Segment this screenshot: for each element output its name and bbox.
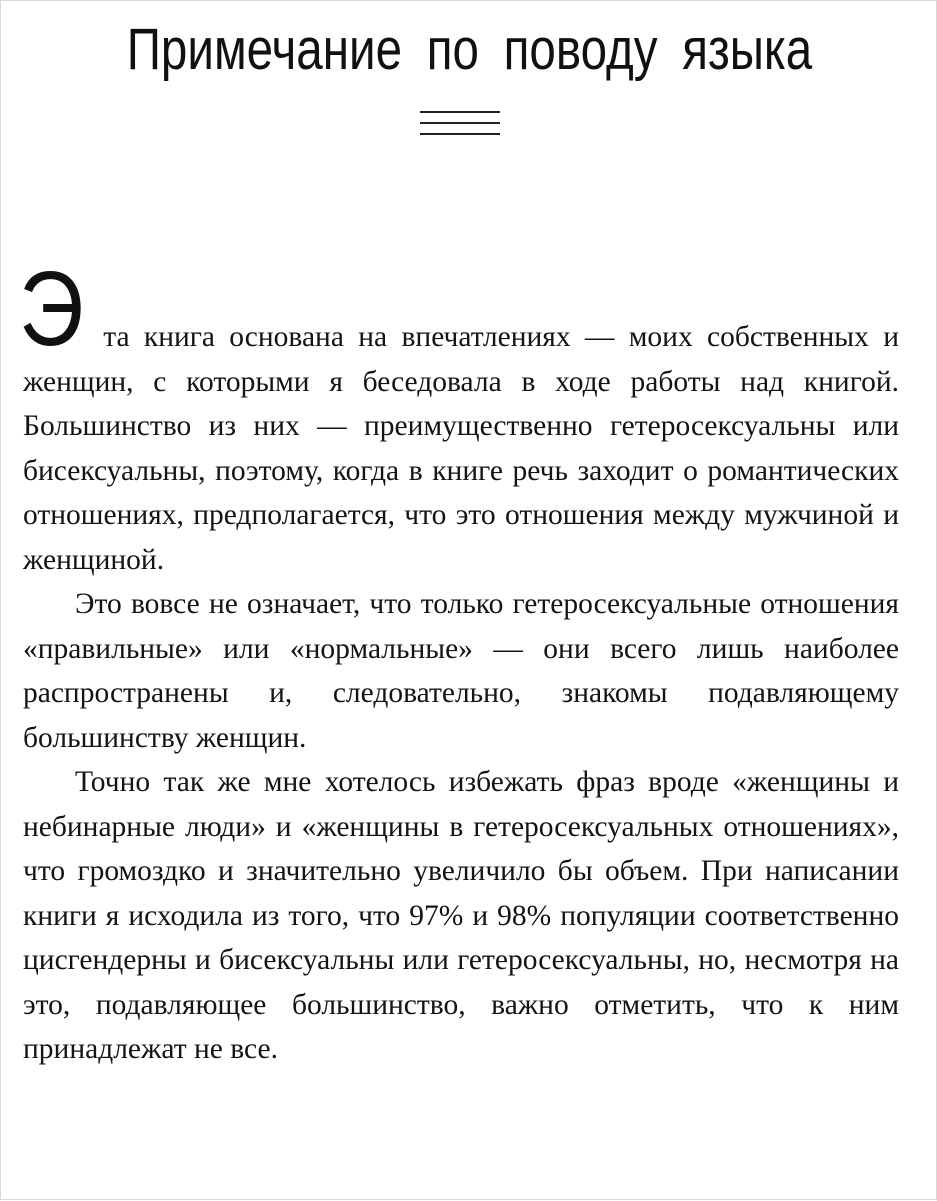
book-page: [1, 1, 937, 1201]
ornament-line: [420, 122, 500, 124]
triple-line-ornament-icon: [420, 111, 500, 137]
paragraph-1: [19, 250, 899, 582]
page-title: Примечание по поводу языка: [126, 17, 813, 82]
paragraph-2: Это вовсе не означает, что только гетеросексуальные отношения «правильные» или «нормальные» — они всего лишь наиболее распространены и, следовательно, знакомы подавляющему большинству женщин.: [23, 588, 899, 754]
paragraph-3: Точно так же мне хотелось избежать фраз вроде «женщины и небинарные люди» и «женщины в гетеросексуальных отношениях», что громоздко и значительно увеличило бы объем. При написании книги я исходила из того, что 97% и 98% популяции соответственно цисгендерны и бисексуальны или гетеросексуальны, но, несмотря на это, подавляющее большинство, важно отметить, что к ним принадлежат не все.: [23, 766, 899, 1065]
ornament-line: [420, 111, 500, 113]
paragraph-1-text: та книга основана на впечатлениях — моих собственных и женщин, с которыми я беседовала в ходе работы над книгой. Большинство из них — преимущественно гетеросексуальны или бисексуальны, поэтому, когда в книге речь заходит о романтических отношениях, предполагается, что это отношения между мужчиной и женщиной.: [23, 321, 899, 576]
drop-cap: Э: [19, 250, 84, 368]
ornament-line: [420, 133, 500, 135]
body-text: [19, 250, 899, 1072]
